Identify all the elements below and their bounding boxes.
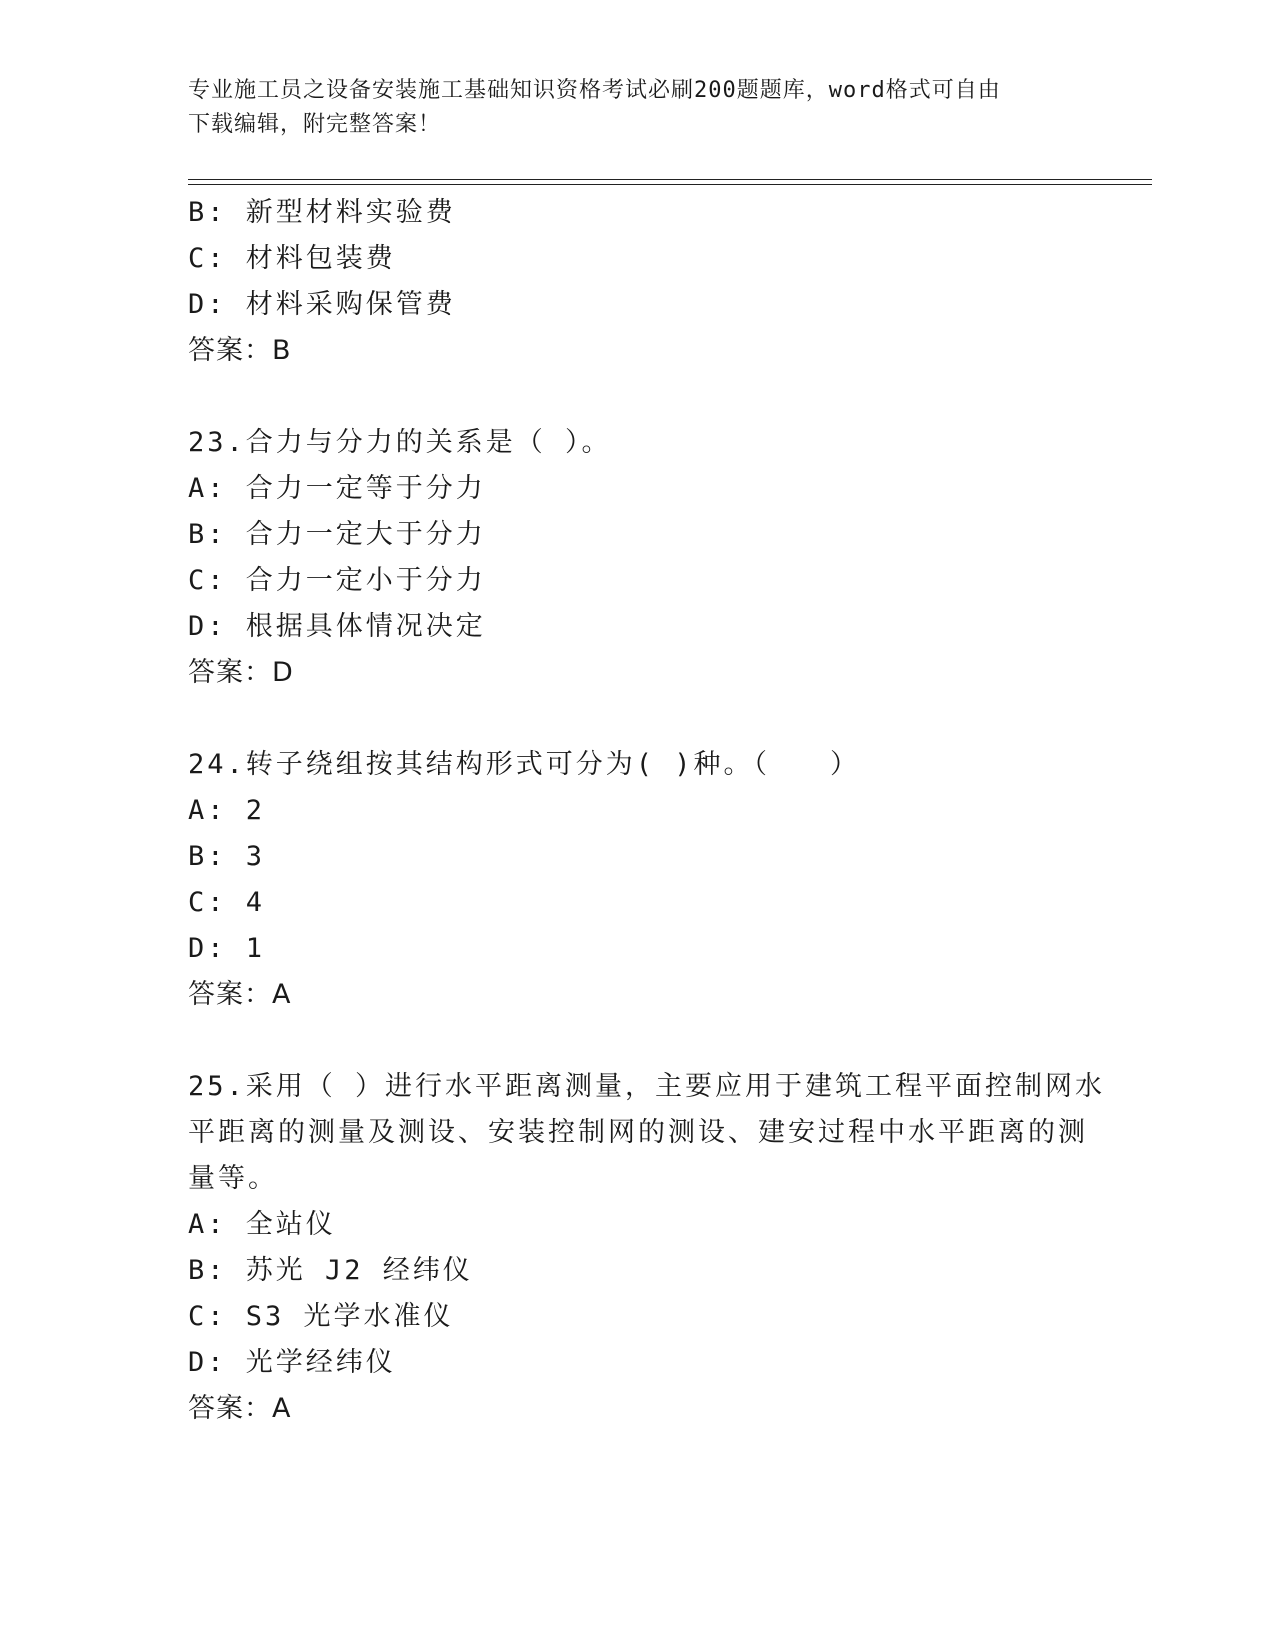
question-stem-line-3: 量等。 — [188, 1163, 278, 1194]
option-d: D: 材料采购保管费 — [188, 289, 456, 320]
document-header — [188, 74, 1068, 142]
header-divider-top — [188, 179, 1152, 180]
question-content — [188, 190, 1106, 1432]
option-d: D: 1 — [188, 933, 266, 964]
option-a: A: 2 — [188, 795, 266, 826]
option-c: C: 4 — [188, 887, 266, 918]
question-stem — [188, 1064, 1106, 1202]
spacer — [188, 696, 1068, 742]
option-b: B: 3 — [188, 841, 266, 872]
option-d: D: 光学经纬仪 — [188, 1347, 396, 1378]
question-stem: 23.合力与分力的关系是（ ）。 — [188, 427, 612, 458]
header-line-2: 下载编辑，附完整答案！ — [188, 112, 442, 137]
answer-line: 答案：A — [188, 1393, 292, 1424]
answer-line: 答案：A — [188, 979, 292, 1010]
question-stem: 24.转子绕组按其结构形式可分为( )种。（ ） — [188, 749, 861, 780]
spacer — [188, 374, 1068, 420]
option-b: B: 苏光 J2 经纬仪 — [188, 1255, 473, 1286]
answer-line: 答案：B — [188, 335, 292, 366]
question-22-continued — [188, 190, 1068, 374]
question-stem-line-1: 25.采用（ ）进行水平距离测量，主要应用于建筑工程平面控制网水 — [188, 1071, 1106, 1102]
question-25 — [188, 1064, 1106, 1432]
option-c: C: 合力一定小于分力 — [188, 565, 486, 596]
answer-line: 答案：D — [188, 657, 294, 688]
option-a: A: 合力一定等于分力 — [188, 473, 486, 504]
option-c: C: 材料包装费 — [188, 243, 396, 274]
spacer — [188, 1018, 1068, 1064]
option-c: C: S3 光学水准仪 — [188, 1301, 454, 1332]
option-b: B: 合力一定大于分力 — [188, 519, 486, 550]
header-line-1: 专业施工员之设备安装施工基础知识资格考试必刷200题题库，word格式可自由 — [188, 78, 1001, 103]
question-24 — [188, 742, 1068, 1018]
header-divider-bottom — [188, 184, 1152, 185]
question-23 — [188, 420, 1068, 696]
option-a: A: 全站仪 — [188, 1209, 336, 1240]
option-b: B: 新型材料实验费 — [188, 197, 456, 228]
question-stem-line-2: 平距离的测量及测设、安装控制网的测设、建安过程中水平距离的测 — [188, 1117, 1088, 1148]
option-d: D: 根据具体情况决定 — [188, 611, 486, 642]
